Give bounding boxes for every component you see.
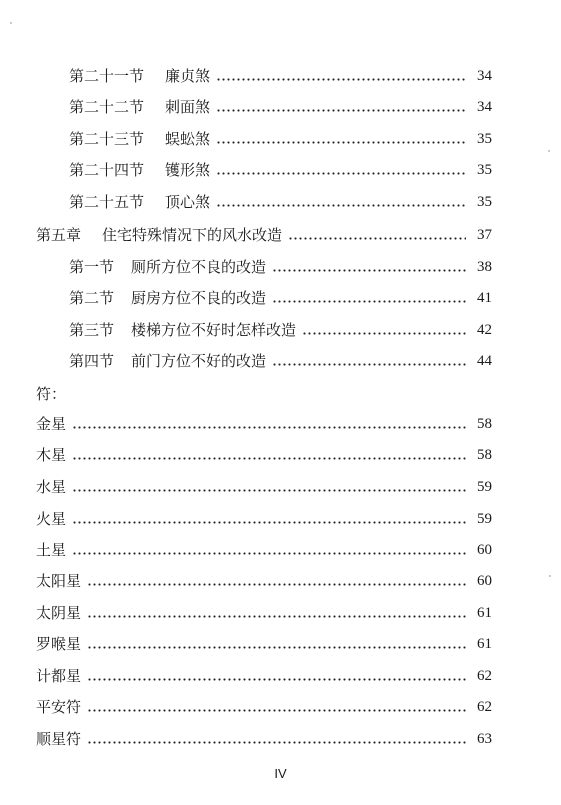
- scan-speck: [548, 150, 550, 152]
- page-number: 37: [477, 227, 492, 243]
- chapter-title: 住宅特殊情况下的风水改造: [102, 226, 283, 244]
- dot-leader: [87, 615, 466, 618]
- page-number: 41: [477, 290, 492, 306]
- section-title: 刺面煞: [165, 98, 211, 116]
- dot-leader: [216, 109, 466, 112]
- toc-entry-appendix[interactable]: [36, 538, 492, 562]
- dot-leader: [216, 204, 466, 207]
- toc-entry-appendix[interactable]: [36, 664, 492, 688]
- subsection-title: 厕所方位不良的改造: [131, 258, 267, 276]
- section-title: 顶心煞: [165, 193, 211, 211]
- toc-entry-appendix[interactable]: [36, 475, 492, 499]
- page-number: 62: [477, 699, 492, 715]
- page-number: 63: [477, 731, 492, 747]
- scan-speck: [549, 575, 551, 577]
- dot-leader: [272, 269, 466, 272]
- page-number: 62: [477, 668, 492, 684]
- toc-entry-section[interactable]: [69, 158, 492, 182]
- section-title: 廉贞煞: [165, 67, 211, 85]
- toc-entry-appendix[interactable]: [36, 443, 492, 467]
- subsection-number: 第一节: [69, 258, 115, 276]
- appendix-title: 土星: [36, 541, 67, 559]
- dot-leader: [72, 552, 466, 555]
- page-number: 59: [477, 511, 492, 527]
- appendix-title: 顺星符: [36, 730, 82, 748]
- appendix-title: 火星: [36, 510, 67, 528]
- toc-entry-chapter[interactable]: [36, 223, 492, 247]
- dot-leader: [72, 457, 466, 460]
- page-number: 34: [477, 99, 492, 115]
- page-number: 38: [477, 259, 492, 275]
- toc-entry-section[interactable]: [69, 95, 492, 119]
- section-number: 第二十二节: [69, 98, 145, 116]
- page-number: 60: [477, 573, 492, 589]
- section-number: 第二十一节: [69, 67, 145, 85]
- dot-leader: [302, 332, 466, 335]
- section-title: 蜈蚣煞: [165, 130, 211, 148]
- subsection-number: 第二节: [69, 289, 115, 307]
- toc-entry-section[interactable]: [69, 190, 492, 214]
- toc-entry-appendix[interactable]: [36, 727, 492, 751]
- toc-entry-subsection[interactable]: [69, 286, 492, 310]
- page-number: 44: [477, 353, 492, 369]
- dot-leader: [288, 237, 466, 240]
- dot-leader: [216, 141, 466, 144]
- dot-leader: [72, 426, 466, 429]
- subsection-title: 前门方位不好的改造: [131, 352, 267, 370]
- toc-entry-appendix[interactable]: [36, 412, 492, 436]
- dot-leader: [87, 741, 466, 744]
- toc-entry-subsection[interactable]: [69, 349, 492, 373]
- appendix-title: 太阴星: [36, 604, 82, 622]
- dot-leader: [216, 172, 466, 175]
- section-number: 第二十四节: [69, 161, 145, 179]
- page-number: 59: [477, 479, 492, 495]
- toc-entry-subsection[interactable]: [69, 318, 492, 342]
- toc-entry-subsection[interactable]: [69, 255, 492, 279]
- page-number: 35: [477, 131, 492, 147]
- page-number: 61: [477, 605, 492, 621]
- page-number: 58: [477, 416, 492, 432]
- appendix-title: 平安符: [36, 698, 82, 716]
- toc-entry-section[interactable]: [69, 127, 492, 151]
- section-number: 第二十五节: [69, 193, 145, 211]
- subsection-title: 楼梯方位不好时怎样改造: [131, 321, 297, 339]
- dot-leader: [216, 78, 466, 81]
- dot-leader: [72, 521, 466, 524]
- section-number: 第二十三节: [69, 130, 145, 148]
- appendix-title: 太阳星: [36, 572, 82, 590]
- page-footer-numeral: IV: [274, 766, 287, 781]
- appendix-heading: 符：: [36, 385, 67, 403]
- appendix-title: 金星: [36, 415, 67, 433]
- subsection-number: 第四节: [69, 352, 115, 370]
- toc-entry-appendix[interactable]: [36, 601, 492, 625]
- appendix-title: 木星: [36, 446, 67, 464]
- dot-leader: [87, 709, 466, 712]
- toc-entry-appendix[interactable]: [36, 507, 492, 531]
- subsection-title: 厨房方位不良的改造: [131, 289, 267, 307]
- section-title: 镬形煞: [165, 161, 211, 179]
- toc-entry-section[interactable]: [69, 64, 492, 88]
- appendix-title: 罗喉星: [36, 635, 82, 653]
- page-number: 34: [477, 68, 492, 84]
- toc-entry-appendix[interactable]: [36, 632, 492, 656]
- page-number: 60: [477, 542, 492, 558]
- page-number: 35: [477, 194, 492, 210]
- page-number: 58: [477, 447, 492, 463]
- page-number: 35: [477, 162, 492, 178]
- dot-leader: [87, 678, 466, 681]
- dot-leader: [87, 583, 466, 586]
- toc-entry-appendix[interactable]: [36, 569, 492, 593]
- dot-leader: [87, 646, 466, 649]
- toc-entry-appendix[interactable]: [36, 695, 492, 719]
- scan-speck: [10, 22, 12, 24]
- dot-leader: [272, 363, 466, 366]
- appendix-title: 水星: [36, 478, 67, 496]
- page-number: 61: [477, 636, 492, 652]
- appendix-title: 计都星: [36, 667, 82, 685]
- dot-leader: [72, 489, 466, 492]
- chapter-number: 第五章: [36, 226, 82, 244]
- subsection-number: 第三节: [69, 321, 115, 339]
- dot-leader: [272, 300, 466, 303]
- page-number: 42: [477, 322, 492, 338]
